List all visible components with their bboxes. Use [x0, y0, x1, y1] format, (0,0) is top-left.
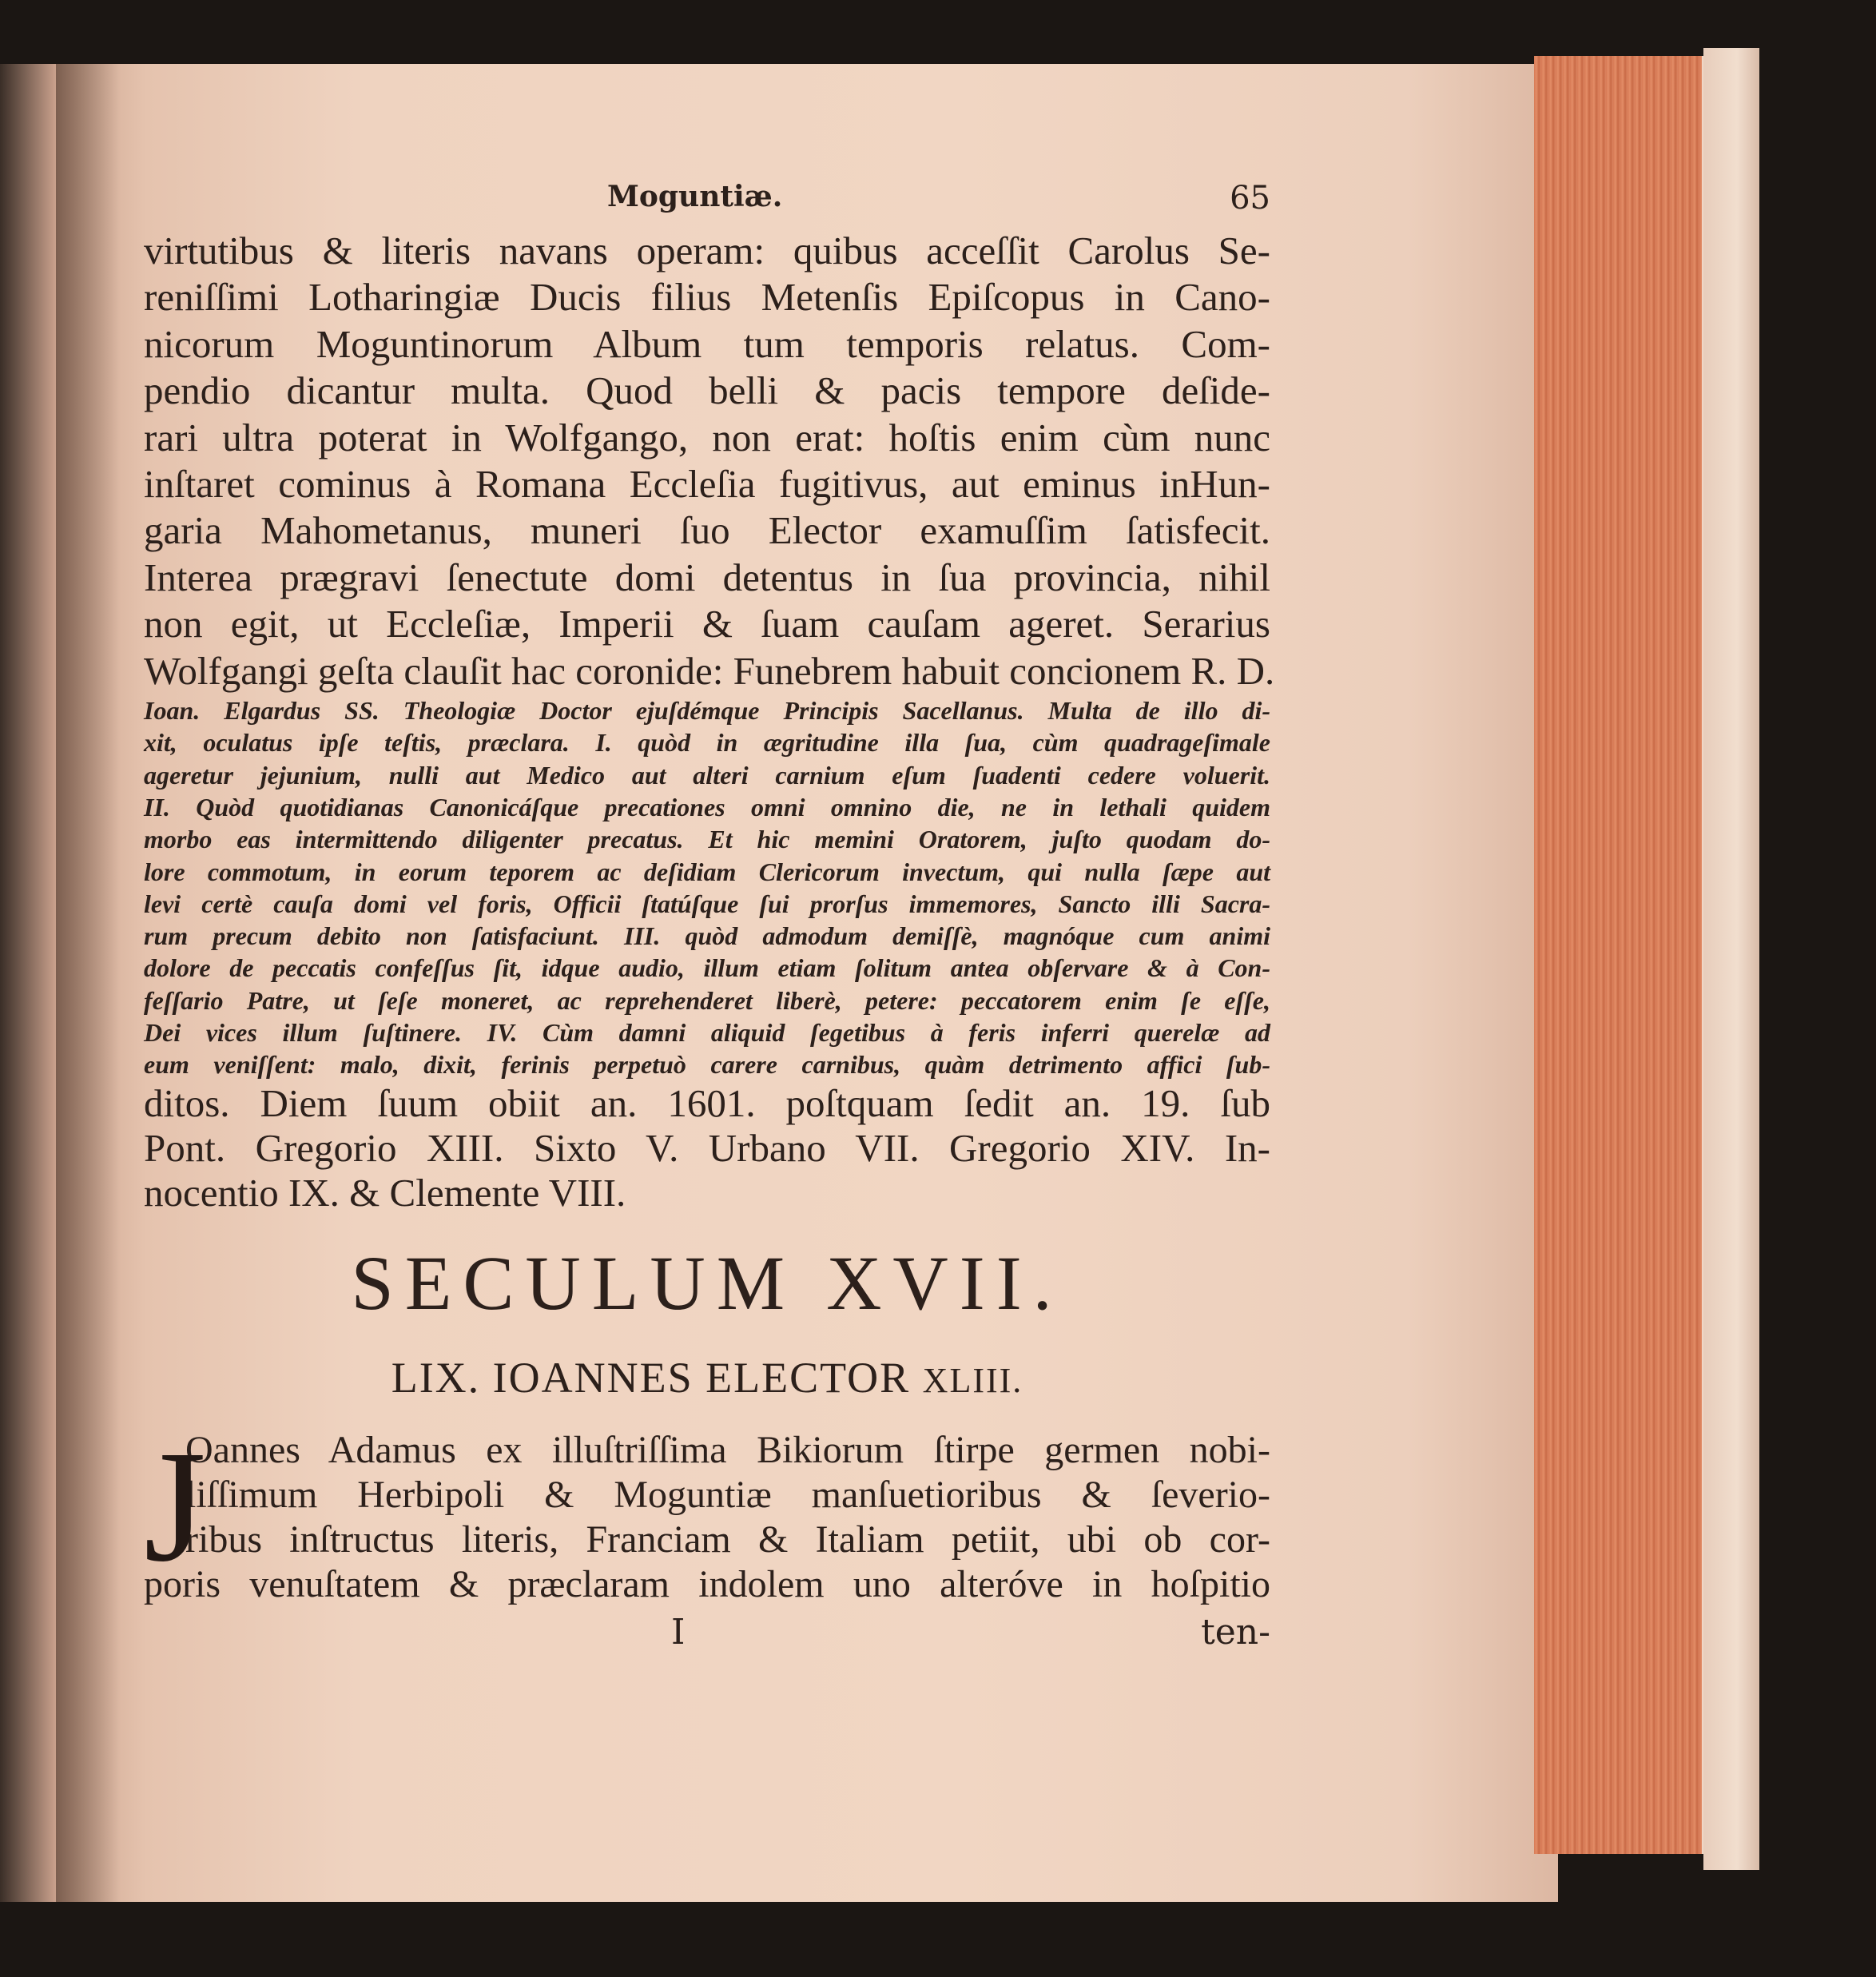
- signature-mark: I: [671, 1611, 686, 1653]
- text-line: pendio dicantur multa. Quod belli & pacis tempore deſide-: [144, 368, 1270, 413]
- text-line: ribus inſtructus literis, Franciam & Italiam petiit, ubi ob cor-: [185, 1518, 1270, 1561]
- running-head-title: Moguntiæ.: [607, 180, 783, 213]
- italic-line: rum precum debito non ſatisfaciunt. III. quòd admodum demiſſè, magnóque cum animi: [144, 921, 1270, 951]
- book-cover-edge: [1703, 48, 1759, 1870]
- italic-line: Ioan. Elgardus SS. Theologiæ Doctor ejuſdémque Principis Sacellanus. Multa de illo di-: [144, 696, 1270, 726]
- text-line: poris venuſtatem & præclaram indolem uno alteróve in hoſpitio: [144, 1562, 1270, 1605]
- italic-line: xit, oculatus ipſe teſtis, præclara. I. quòd in ægritudine illa ſua, cùm quadrageſimale: [144, 728, 1270, 758]
- main-paragraph: [144, 228, 1275, 694]
- page-block-edge: [1534, 56, 1707, 1854]
- chapter-heading-numeral: XLIII.: [922, 1360, 1023, 1400]
- section-heading: SECULUM XVII.: [351, 1239, 1063, 1326]
- italic-line: Dei vices illum ſuſtinere. IV. Cùm damni aliquid ſegetibus à feris inferri querelæ ad: [144, 1018, 1270, 1048]
- text-line: reniſſimi Lotharingiæ Ducis filius Metenſis Epiſcopus in Cano-: [144, 275, 1270, 320]
- page-gutter-shadow: [56, 64, 120, 1902]
- text-line: liſſimum Herbipoli & Moguntiæ manſuetioribus & ſeverio-: [185, 1473, 1270, 1516]
- text-line: virtutibus & literis navans operam: quibus acceſſit Carolus Se-: [144, 229, 1270, 272]
- italic-line: lore commotum, in eorum teporem ac deſidiam Clericorum invectum, qui nulla ſæpe aut: [144, 857, 1270, 886]
- text-line: non egit, ut Eccleſiæ, Imperii & ſuam cauſam ageret. Serarius: [144, 602, 1270, 646]
- italic-line: eum veniſſent: malo, dixit, ferinis perpetuò carere carnibus, quàm detrimento affici ſub-: [144, 1050, 1270, 1080]
- chapter-heading-main: LIX. IOANNES ELECTOR: [391, 1353, 911, 1402]
- italic-line: II. Quòd quotidianas Canonicáſque precationes omni omnino die, ne in lethali quidem: [144, 792, 1270, 821]
- italic-line: ageretur jejunium, nulli aut Medico aut alteri carnium eſum ſuadenti cedere voluerit.: [144, 760, 1270, 790]
- running-head: [144, 180, 1270, 228]
- text-line: nicorum Moguntinorum Album tum temporis relatus. Com-: [144, 321, 1270, 366]
- quoted-passage: [144, 694, 1270, 1081]
- text-line: Interea prægravi ſenectute domi detentus in ſua provincia, nihil: [144, 555, 1270, 599]
- chapter-heading: [144, 1342, 1270, 1414]
- opening-paragraph: [144, 1418, 1270, 1607]
- page-text-block: [144, 180, 1275, 1660]
- page-number: 65: [1230, 180, 1270, 217]
- text-line: inſtaret cominus à Romana Eccleſia fugitivus, aut eminus inHun-: [144, 462, 1270, 507]
- italic-line: feſſario Patre, ut ſeſe moneret, ac reprehenderet liberè, petere: peccatorem enim ſe eſſe,: [144, 985, 1270, 1015]
- text-line: ditos. Diem ſuum obiit an. 1601. poſtquam ſedit an. 19. ſub: [144, 1080, 1270, 1125]
- text-line: Pont. Gregorio XIII. Sixto V. Urbano VII. Gregorio XIV. In-: [144, 1125, 1270, 1170]
- text-line: Oannes Adamus ex illuſtriſſima Bikiorum ſtirpe germen nobi-: [185, 1428, 1270, 1471]
- drop-cap: J: [144, 1418, 206, 1595]
- closing-paragraph: [144, 1081, 1270, 1215]
- page-footer: [144, 1612, 1270, 1660]
- text-line: garia Mahometanus, muneri ſuo Elector examuſſim ſatisfecit.: [144, 508, 1270, 553]
- italic-line: morbo eas intermittendo diligenter precatus. Et hic memini Oratorem, juſto quodam do-: [144, 825, 1270, 854]
- text-line: Wolfgangi geſta clauſit hac coronide: Funebrem habuit concionem R. D.: [144, 648, 1275, 693]
- italic-line: levi certè cauſa domi vel foris, Officii ſtatúſque ſui prorſus immemores, Sancto illi Sacra-: [144, 889, 1270, 918]
- italic-line: dolore de peccatis confeſſus ſit, idque audio, illum etiam ſolitum antea obſervare & à Con-: [144, 953, 1270, 983]
- text-line: rari ultra poterat in Wolfgango, non erat: hoſtis enim cùm nunc: [144, 415, 1270, 459]
- text-line: nocentio IX. & Clemente VIII.: [144, 1170, 626, 1215]
- catchword: ten-: [1201, 1611, 1270, 1653]
